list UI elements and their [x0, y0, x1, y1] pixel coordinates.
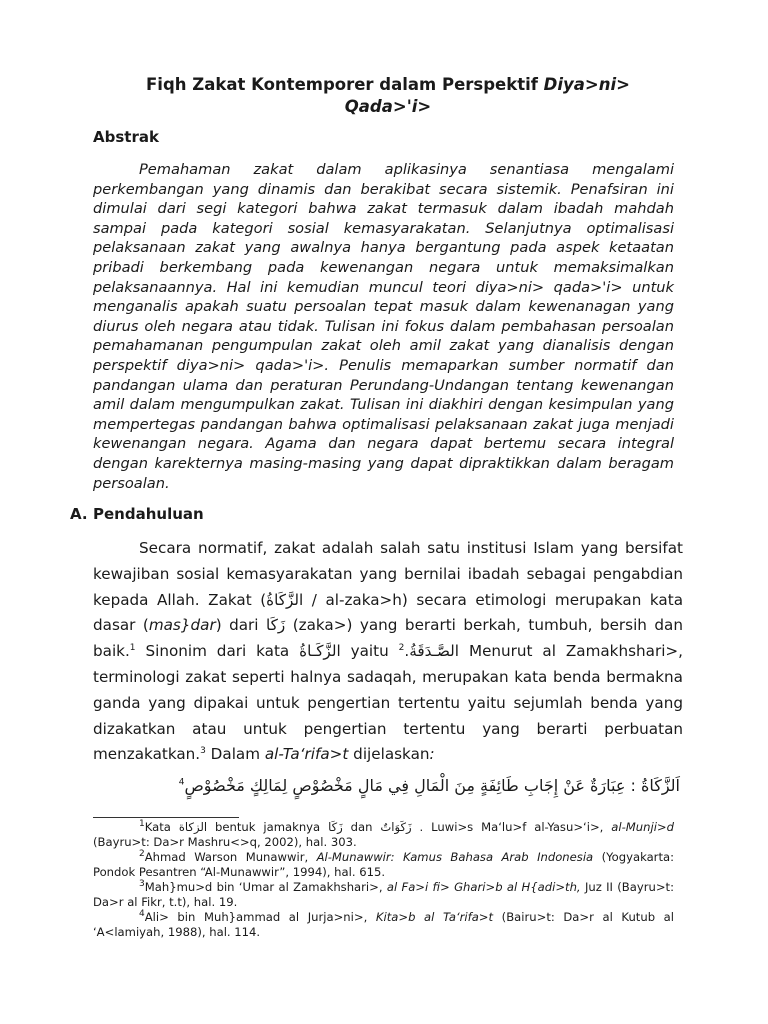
section-letter: A. — [70, 505, 88, 523]
footnote-ref[interactable]: 3 — [200, 746, 206, 757]
italic-term: al-Ta‘rifa>t — [264, 745, 349, 764]
text-run: (Bairu>t: Da>r al Kutub al ‘A<lamiyah, 1988), hal. 114. — [93, 910, 674, 939]
footnote-4 — [93, 910, 674, 940]
text-run: / al-zaka>h) secara etimologi merupakan kata dasar ( — [93, 590, 683, 635]
arabic-term: زَكَا — [266, 616, 286, 635]
footnote-ref[interactable]: 1 — [129, 643, 136, 654]
text-run: bentuk jamaknya — [207, 820, 329, 834]
footnote-number: 4 — [139, 909, 145, 920]
text-run: Juz II (Bayru>t: Da>r al Fikr, t.t), hal. 19. — [93, 880, 675, 909]
text-run: . — [404, 642, 410, 661]
footnote-3 — [93, 880, 674, 910]
section-title: Pendahuluan — [93, 505, 204, 523]
italic-term: al-Munji>d — [611, 820, 674, 834]
text-run: (Yogyakarta: Pondok Pesantren “Al-Munawwir”, 1994), hal. 615. — [93, 850, 675, 879]
text-run: : — [429, 745, 435, 764]
text-run: Sinonim dari kata — [135, 642, 300, 661]
footnote-1 — [93, 820, 674, 850]
text-run: (Bayru>t: Da>r Mashru<>q, 2002), hal. 303. — [93, 835, 357, 849]
italic-term: Kita>b al Ta‘rifa>t — [375, 910, 494, 924]
text-run: ) dari — [215, 616, 267, 635]
text-run: Menurut al Zamakhshari>, terminologi zakat seperti halnya sadaqah, merupakan kata benda bermakna ganda yang dipakai untuk pengertian tertentu yaitu sejumlah benda yang dizakatkan atau untuk pengertian tertentu yang berarti perbuatan menzakatkan. — [93, 642, 683, 764]
italic-term: al Fa>i fi> Ghari>b al H{adi>th, — [386, 880, 581, 894]
text-run: Ahmad Warson Munawwir, — [144, 850, 317, 864]
abstract-text: Pemahaman zakat dalam aplikasinya senantiasa mengalami perkembangan yang dinamis dan berakibat secara sistemik. Penafsiran ini dimulai dari segi kategori bahwa zakat termasuk dalam ibadah mahdah sampai pada kategori sosial kemasyarakatan. Selanjutnya optimalisasi pelaksanaan zakat yang awalnya hanya bergantung pada aspek ketaatan pribadi berkembang pada kewenangan negara untuk memaksimalkan pelaksanaannya. Hal ini kemudian muncul teori diya>ni> qada>'i> untuk menganalis apakah suatu persoalan tepat masuk dalam kewenanagan yang diurus oleh negara atau tidak. Tulisan ini fokus dalam pembahasan persoalan pemahamanan pengumpulan zakat oleh amil zakat yang dianalisis dengan perspektif diya>ni> qada>'i>. Penulis memaparkan sumber normatif dan pandangan ulama dan peraturan Perundang-Undangan tentang kewenangan amil dalam mengumpulkan zakat. Tulisan ini diakhiri dengan kesimpulan yang mempertegas pandangan bahwa optimalisasi pelaksanaan zakat juga menjadi kewenangan negara. Agama dan negara dapat bertemu secara integral dengan karekternya masing-masing yang dapat dipraktikkan dalam beragam persoalan. — [93, 161, 674, 492]
text-run: . Luwi>s Ma‘lu>f al-Yasu>‘i>, — [411, 820, 612, 834]
title-italic-1: Diya>ni> — [543, 75, 630, 94]
text-run: dijelaskan — [348, 745, 430, 764]
text-run: Secara normatif, zakat adalah salah satu institusi Islam yang bersifat kewajiban sosial kemasyarakatan yang bernilai ibadah sebagai pengabdian kepada Allah. Zakat ( — [93, 539, 683, 609]
abstract-heading: Abstrak — [93, 128, 159, 146]
italic-term: mas}dar — [148, 616, 216, 635]
intro-paragraph — [93, 536, 683, 768]
footnote-number: 1 — [139, 819, 145, 830]
text-run: Mah}mu>d bin ‘Umar al Zamakhshari>, — [144, 880, 387, 894]
arabic-term: زَكَا — [328, 820, 343, 834]
footnote-2 — [93, 850, 674, 880]
text-run: Kata — [144, 820, 179, 834]
arabic-term: زَكَوَاتٌ — [380, 820, 412, 834]
text-run: yaitu — [340, 642, 399, 661]
footnote-ref[interactable]: 4 — [178, 777, 185, 788]
arabic-definition — [179, 776, 680, 795]
text-run: (zaka>) yang berarti berkah, tumbuh, bersih dan baik. — [93, 616, 683, 661]
title-italic-2: Qada>'i> — [344, 97, 432, 116]
italic-term: Al-Munawwir: Kamus Bahasa Arab Indonesia — [316, 850, 594, 864]
footnotes — [93, 820, 674, 940]
text-run: dan — [342, 820, 381, 834]
arabic-term: الصَّـدَقَةُ — [409, 642, 460, 661]
footnote-number: 2 — [139, 849, 145, 860]
paper-title — [93, 74, 683, 118]
footnote-number: 3 — [139, 879, 145, 890]
text-run: Dalam — [205, 745, 265, 764]
arabic-definition-text: اَلزَّكَاةُ : عِبَارَةٌ عَنْ إِجَابِ طَائِفَةٍ مِنَ الْمَالِ فِي مَالٍ مَخْصُوْصٍ لِمَالِكٍ مَخْصُوْصٍ — [184, 776, 680, 795]
section-heading — [70, 505, 204, 523]
footnote-ref[interactable]: 2 — [398, 643, 405, 654]
arabic-term: الزَّكَاةُ — [266, 590, 304, 609]
arabic-term: الزَّكَـاةُ — [299, 642, 341, 661]
text-run: Ali> bin Muh}ammad al Jurja>ni>, — [144, 910, 376, 924]
footnote-separator — [93, 817, 239, 818]
arabic-term: الزكاة — [178, 820, 208, 834]
title-main: Fiqh Zakat Kontemporer dalam Perspektif — [146, 75, 544, 94]
